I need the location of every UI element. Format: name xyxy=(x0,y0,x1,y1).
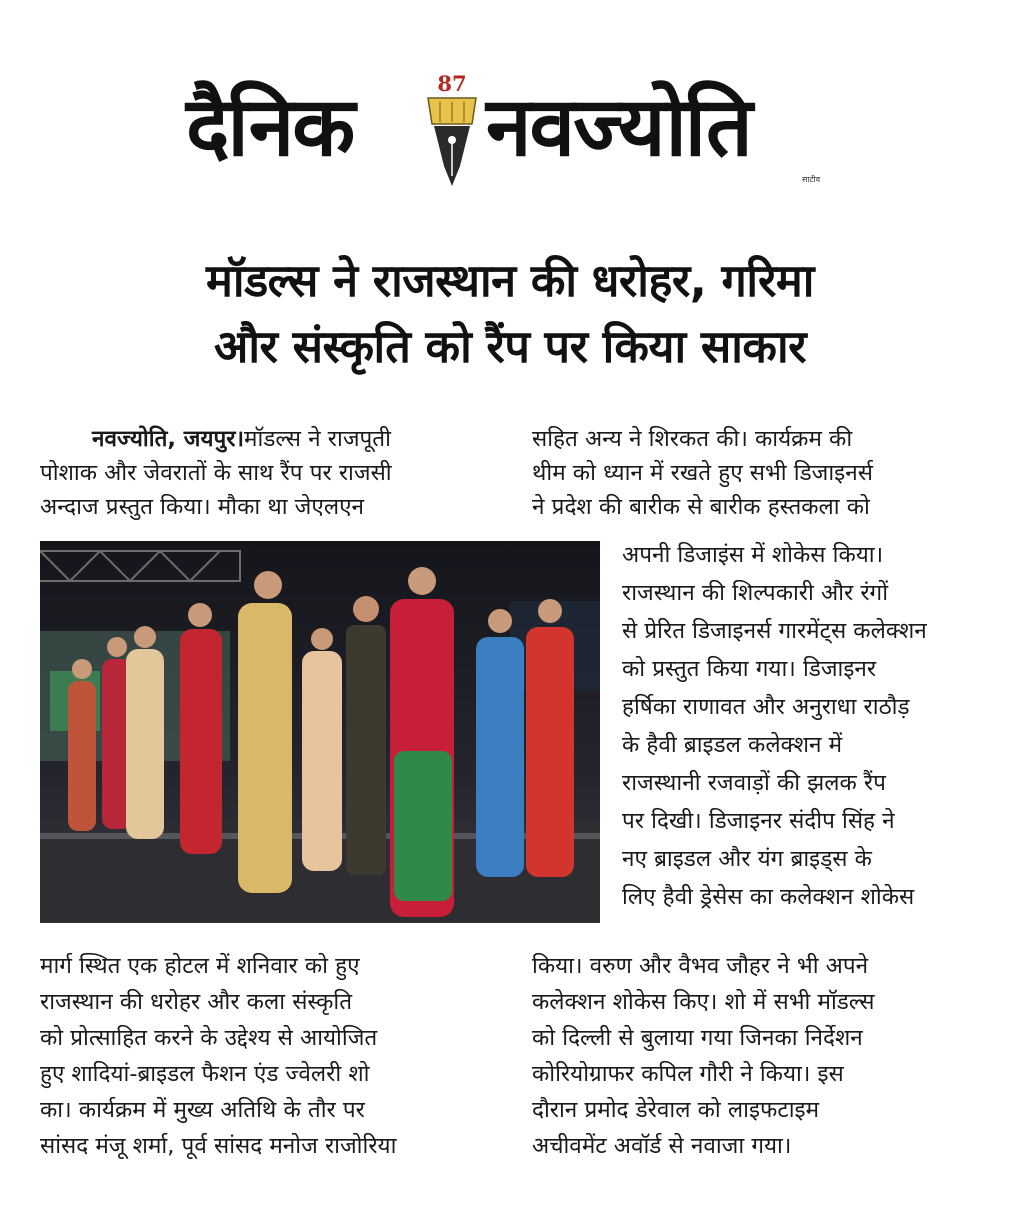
article-text-line: कलेक्शन शोकेस किए। शो में सभी मॉडल्स xyxy=(532,989,875,1015)
article-text-line: का। कार्यक्रम में मुख्य अतिथि के तौर पर xyxy=(40,1097,365,1123)
article-text-line: नए ब्राइडल और यंग ब्राइड्स के xyxy=(622,846,872,872)
article-text-line: राजस्थान की धरोहर और कला संस्कृति xyxy=(40,989,353,1015)
article-text-line: को प्रोत्साहित करने के उद्देश्य से आयोजित xyxy=(40,1025,378,1051)
article-text-line: मार्ग स्थित एक होटल में शनिवार को हुए xyxy=(40,953,360,979)
article-text-line: हुए शादियां-ब्राइडल फैशन एंड ज्वेलरी शो xyxy=(40,1061,370,1087)
pen-nib-icon xyxy=(420,72,484,188)
masthead-name-left: दैनिक xyxy=(186,80,354,175)
headline-line-1: मॉडल्स ने राजस्थान की धरोहर, गरिमा xyxy=(206,254,814,307)
article-text-line: थीम को ध्यान में रखते हुए सभी डिजाइनर्स xyxy=(532,460,873,486)
masthead-name-right: नवज्योति xyxy=(486,80,751,175)
article-text-line: अपनी डिजाइंस में शोकेस किया। xyxy=(622,542,884,568)
article-text-line: लिए हैवी ड्रेसेस का कलेक्शन शोकेस xyxy=(622,884,915,910)
article-text-line: से प्रेरित डिजाइनर्स गारमेंट्स कलेक्शन xyxy=(622,618,927,644)
article-text-line: राजस्थान की शिल्पकारी और रंगों xyxy=(622,580,889,606)
masthead xyxy=(180,70,840,190)
article-text-line: अचीवमेंट अवॉर्ड से नवाजा गया। xyxy=(532,1133,792,1159)
article-text-line: किया। वरुण और वैभव जौहर ने भी अपने xyxy=(532,953,869,979)
article-text-line: मॉडल्स ने राजपूती xyxy=(244,426,391,452)
article-text-line: पोशाक और जेवरातों के साथ रैंप पर राजसी xyxy=(40,460,392,486)
dateline: नवज्योति, जयपुर। xyxy=(92,426,245,452)
article-text-line: को प्रस्तुत किया गया। डिजाइनर xyxy=(622,656,877,682)
article-text-line: कोरियोग्राफर कपिल गौरी ने किया। इस xyxy=(532,1061,844,1087)
fashion-show-photo xyxy=(40,541,600,923)
article-text-line: पर दिखी। डिजाइनर संदीप सिंह ने xyxy=(622,808,895,834)
article-text-line: दौरान प्रमोद डेरेवाल को लाइफटाइम xyxy=(532,1097,820,1123)
article-first-line xyxy=(92,425,391,454)
article-text-line: सहित अन्य ने शिरकत की। कार्यक्रम की xyxy=(532,426,853,452)
masthead-small-text: साटीव xyxy=(802,175,821,184)
article-text-line: अन्दाज प्रस्तुत किया। मौका था जेएलएन xyxy=(40,494,365,520)
article-text-line: सांसद मंजू शर्मा, पूर्व सांसद मनोज राजोरिया xyxy=(40,1133,397,1159)
headline-line-2: और संस्कृति को रैंप पर किया साकार xyxy=(213,320,807,373)
article-text-line: के हैवी ब्राइडल कलेक्शन में xyxy=(622,732,843,758)
article-text-line: को दिल्ली से बुलाया गया जिनका निर्देशन xyxy=(532,1025,863,1051)
anniversary-number: 87 xyxy=(437,71,467,96)
headline xyxy=(40,248,980,380)
article-text-line: ने प्रदेश की बारीक से बारीक हस्तकला को xyxy=(532,494,870,520)
article-text-line: हर्षिका राणावत और अनुराधा राठौड़ xyxy=(622,694,910,720)
article-text-line: राजस्थानी रजवाड़ों की झलक रैंप xyxy=(622,770,886,796)
